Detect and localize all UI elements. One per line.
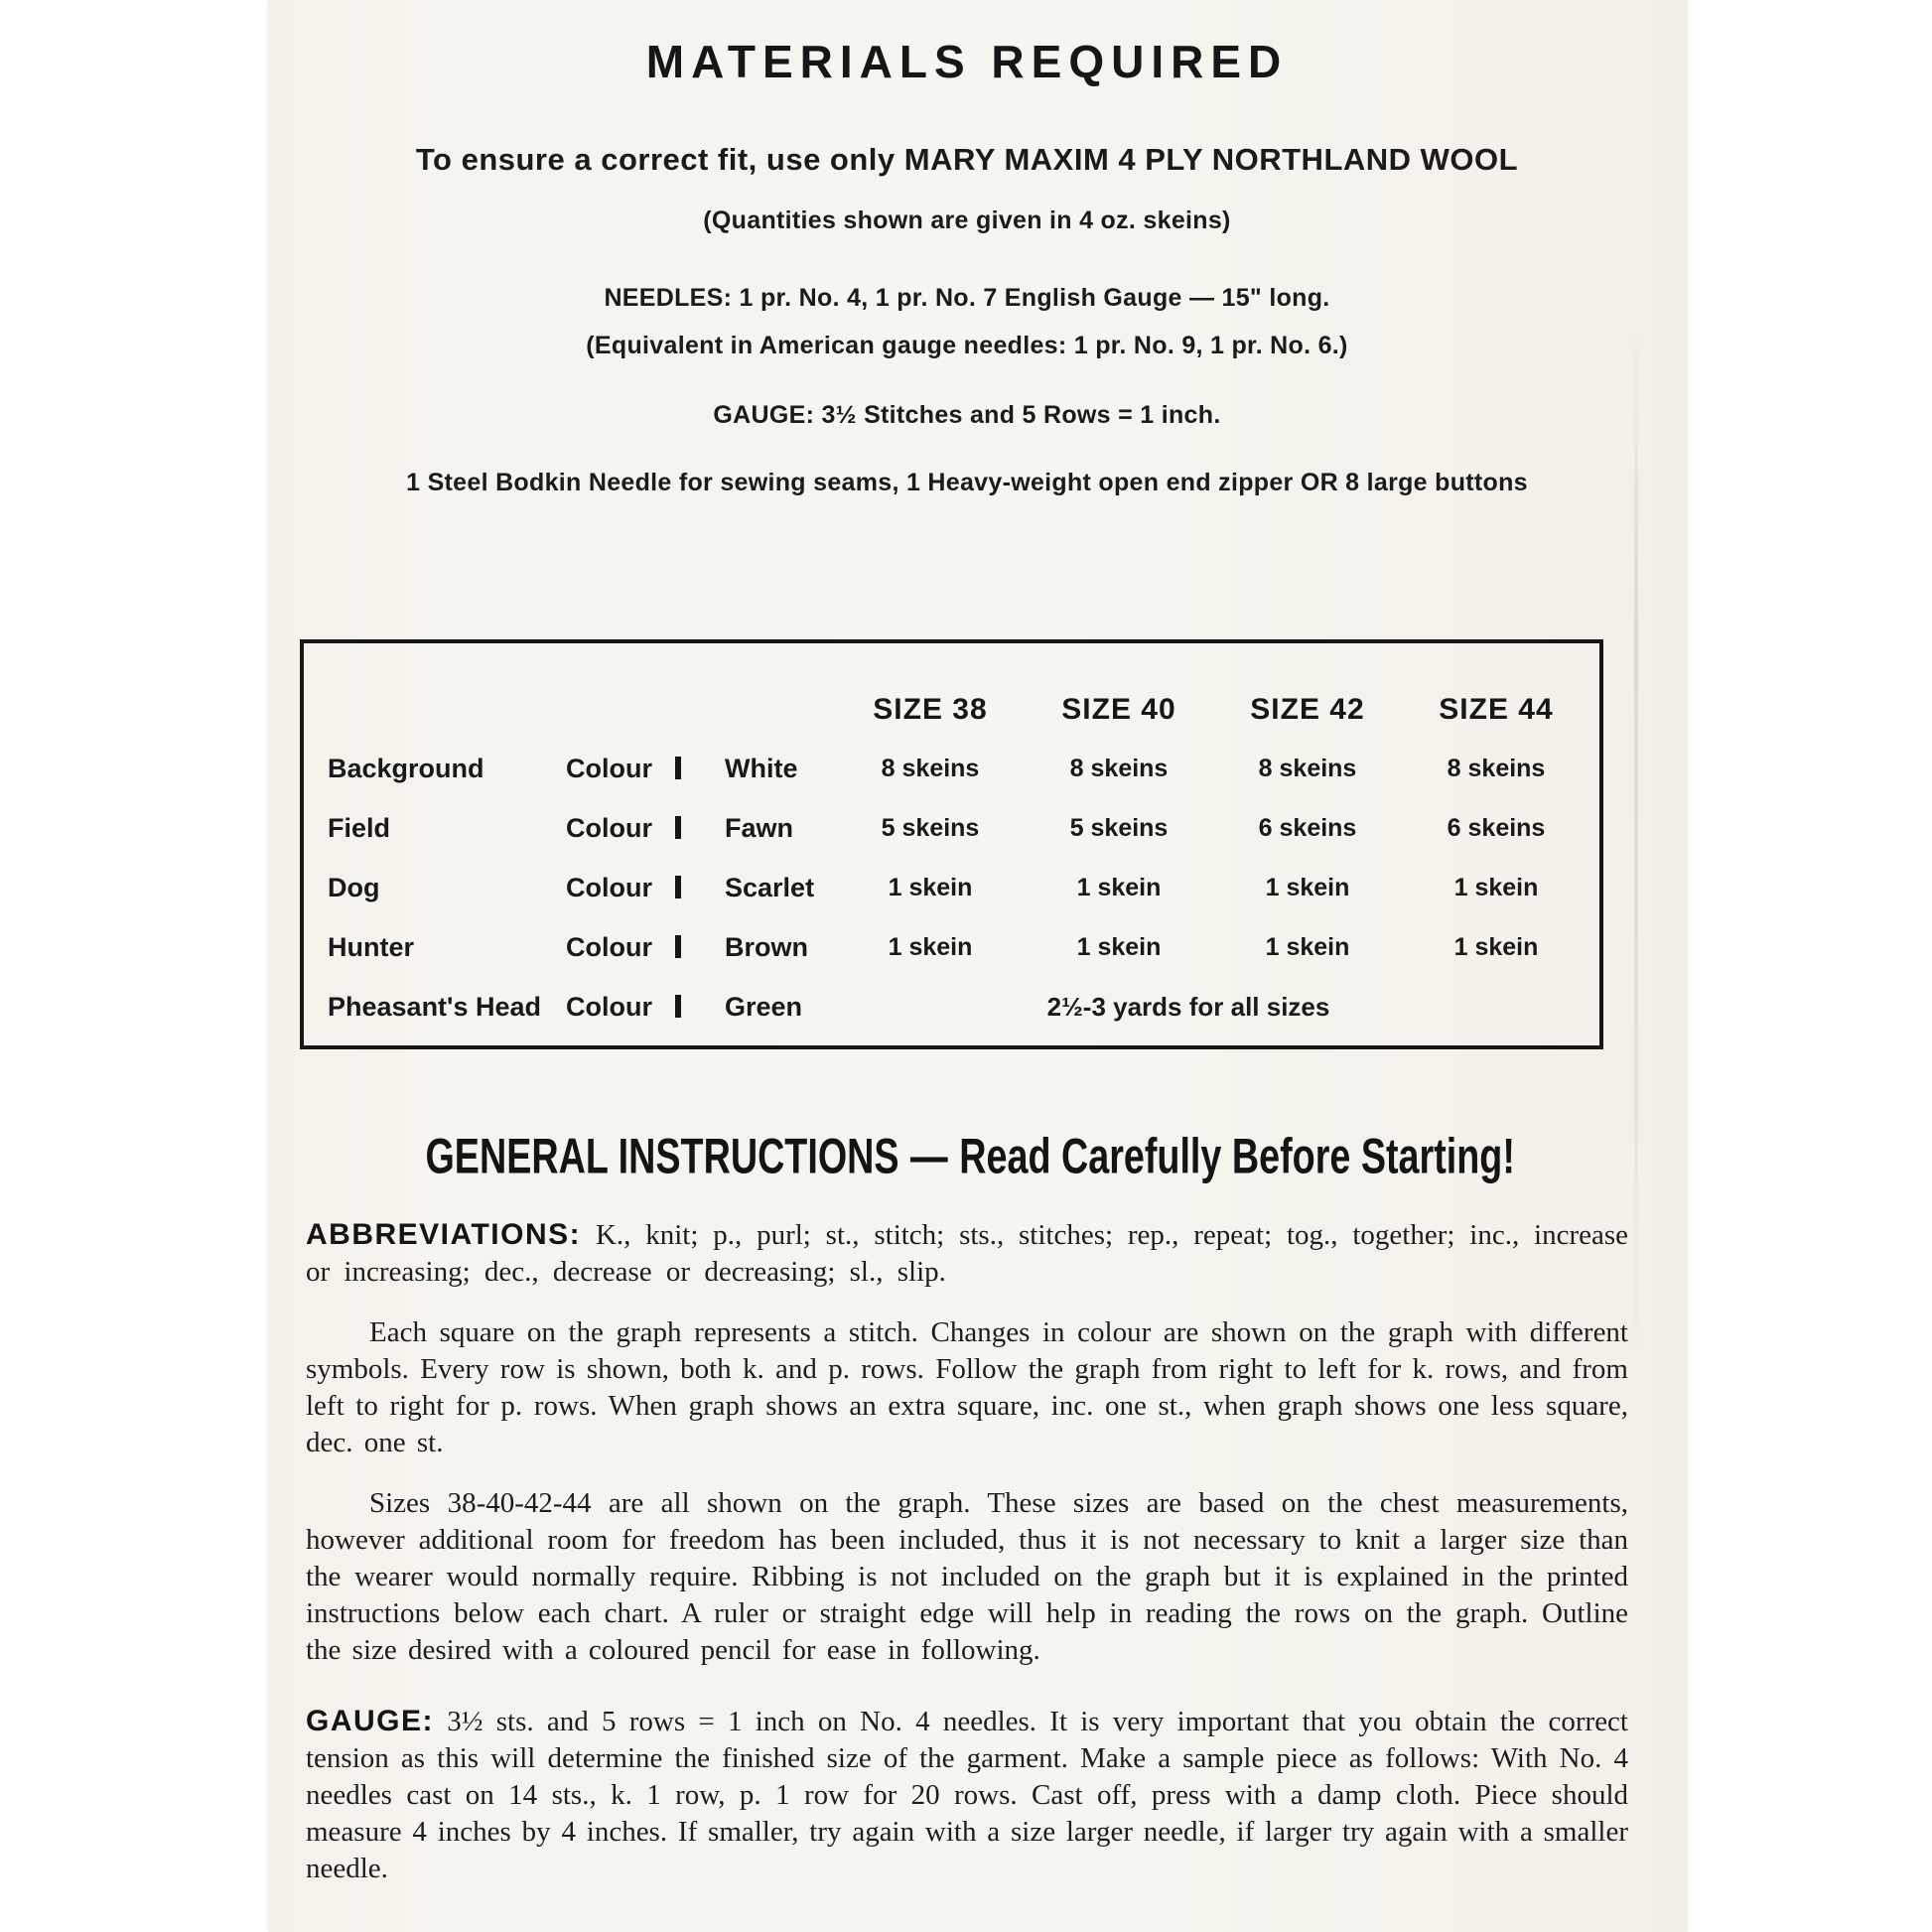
item-cell: Dog <box>328 872 380 902</box>
quantity-cell: 6 skeins <box>1258 813 1357 842</box>
quantity-cell: 1 skein <box>1453 932 1539 961</box>
quantity-cell: 8 skeins <box>1258 754 1357 782</box>
item-cell: Pheasant's Head <box>328 991 542 1022</box>
quantity-cell: 1 skein <box>888 873 973 901</box>
colour-label-cell: Colour <box>566 753 652 783</box>
quantity-cell: 1 skein <box>1265 873 1350 901</box>
abbreviations-text: K., knit; p., purl; st., stitch; sts., stitches; rep., repeat; tog., together; inc., increase or increasing; dec., decrease or decreasing; sl., slip. <box>306 1219 1629 1288</box>
quantity-cell: 1 skein <box>1076 932 1162 961</box>
colour-name-cell: White <box>725 753 798 783</box>
needles-line: NEEDLES: 1 pr. No. 4, 1 pr. No. 7 English Gauge — 15" long. <box>604 284 1330 312</box>
table-row <box>328 739 1599 798</box>
quantity-cell: 6 skeins <box>1447 813 1546 842</box>
heading-main: GENERAL INSTRUCTIONS <box>425 1127 899 1184</box>
gauge-label: GAUGE: <box>306 1705 434 1737</box>
needles-equivalent-line: (Equivalent in American gauge needles: 1 pr. No. 9, 1 pr. No. 6.) <box>586 332 1348 359</box>
all-sizes-quantity-cell: 2½-3 yards for all sizes <box>1046 991 1330 1022</box>
pattern-page <box>268 0 1688 1932</box>
quantity-cell: 5 skeins <box>1069 813 1169 842</box>
materials-table-header-row <box>328 681 1599 739</box>
half-diagonal-square-icon <box>675 995 681 1018</box>
item-cell: Field <box>328 812 391 843</box>
item-cell: Hunter <box>328 931 414 962</box>
x-square-icon <box>675 876 681 898</box>
size-header: SIZE 40 <box>1061 693 1176 726</box>
quantity-cell: 8 skeins <box>1069 754 1169 782</box>
heading-dash: — <box>910 1127 948 1184</box>
page-content <box>306 0 1628 1887</box>
gauge-paragraph <box>306 1703 1628 1887</box>
abbreviations-paragraph <box>306 1216 1628 1291</box>
solid-square-icon <box>675 935 681 958</box>
quantity-cell: 8 skeins <box>881 754 980 782</box>
table-row <box>328 977 1599 1036</box>
swatch-cell <box>675 819 725 837</box>
quantity-cell: 1 skein <box>1265 932 1350 961</box>
empty-square-icon <box>675 757 681 779</box>
shaded-square-icon <box>675 816 681 839</box>
table-row <box>328 798 1599 858</box>
colour-name-cell: Scarlet <box>725 872 815 902</box>
quantities-note: (Quantities shown are given in 4 oz. skeins) <box>703 207 1231 234</box>
materials-table <box>300 639 1603 1049</box>
swatch-cell <box>675 879 725 897</box>
swatch-cell <box>675 759 725 777</box>
quantity-cell: 1 skein <box>1453 873 1539 901</box>
abbreviations-label: ABBREVIATIONS: <box>306 1218 582 1251</box>
colour-label-cell: Colour <box>566 812 652 843</box>
quantity-cell: 8 skeins <box>1447 754 1546 782</box>
colour-label-cell: Colour <box>566 991 652 1022</box>
table-row <box>328 917 1599 977</box>
sizes-paragraph: Sizes 38-40-42-44 are all shown on the graph. These sizes are based on the chest measurements, however additional room for freedom has been included, thus it is not necessary to knit a larger size than the wearer would normally require. Ribbing is not included on the graph but it is explained in the printed instructions below each chart. A ruler or straight edge will help in reading the rows on the graph. Outline the size desired with a coloured pencil for ease in following. <box>306 1487 1628 1666</box>
gauge-line: GAUGE: 3½ Stitches and 5 Rows = 1 inch. <box>713 401 1221 429</box>
size-header: SIZE 42 <box>1250 693 1365 726</box>
quantity-cell: 5 skeins <box>881 813 980 842</box>
gauge-text: 3½ sts. and 5 rows = 1 inch on No. 4 needles. It is very important that you obtain the correct tension as this will determine the finished size of the garment. Make a sample piece as follows: With No. 4 needles cast on 14 sts., k. 1 row, p. 1 row for 20 rows. Cast off, press with a damp cloth. Piece should measure 4 inches by 4 inches. If smaller, try again with a size larger needle, if larger try again with a smaller needle. <box>306 1706 1628 1884</box>
quantity-cell: 1 skein <box>1076 873 1162 901</box>
colour-name-cell: Fawn <box>725 812 794 843</box>
swatch-cell <box>675 998 725 1016</box>
notions-line: 1 Steel Bodkin Needle for sewing seams, 1 Heavy-weight open end zipper OR 8 large buttons <box>406 469 1528 496</box>
fit-note: To ensure a correct fit, use only MARY MAXIM 4 PLY NORTHLAND WOOL <box>415 142 1519 177</box>
page-title: MATERIALS REQUIRED <box>645 36 1289 87</box>
quantity-cell: 1 skein <box>888 932 973 961</box>
item-cell: Background <box>328 753 484 783</box>
colour-label-cell: Colour <box>566 931 652 962</box>
general-instructions-heading-text <box>425 1127 1514 1184</box>
colour-name-cell: Brown <box>725 931 808 962</box>
swatch-cell <box>675 938 725 956</box>
size-header: SIZE 38 <box>873 693 988 726</box>
table-row <box>328 858 1599 917</box>
colour-name-cell: Green <box>725 991 803 1022</box>
colour-label-cell: Colour <box>566 872 652 902</box>
heading-sub: Read Carefully Before Starting! <box>959 1127 1515 1184</box>
general-instructions-heading <box>306 1129 1628 1182</box>
size-header: SIZE 44 <box>1439 693 1554 726</box>
graph-paragraph: Each square on the graph represents a stitch. Changes in colour are shown on the graph with different symbols. Every row is shown, both k. and p. rows. Follow the graph from right to left for k. rows, and from left to right for p. rows. When graph shows an extra square, inc. one st., when graph shows one less square, dec. one st. <box>306 1316 1628 1458</box>
